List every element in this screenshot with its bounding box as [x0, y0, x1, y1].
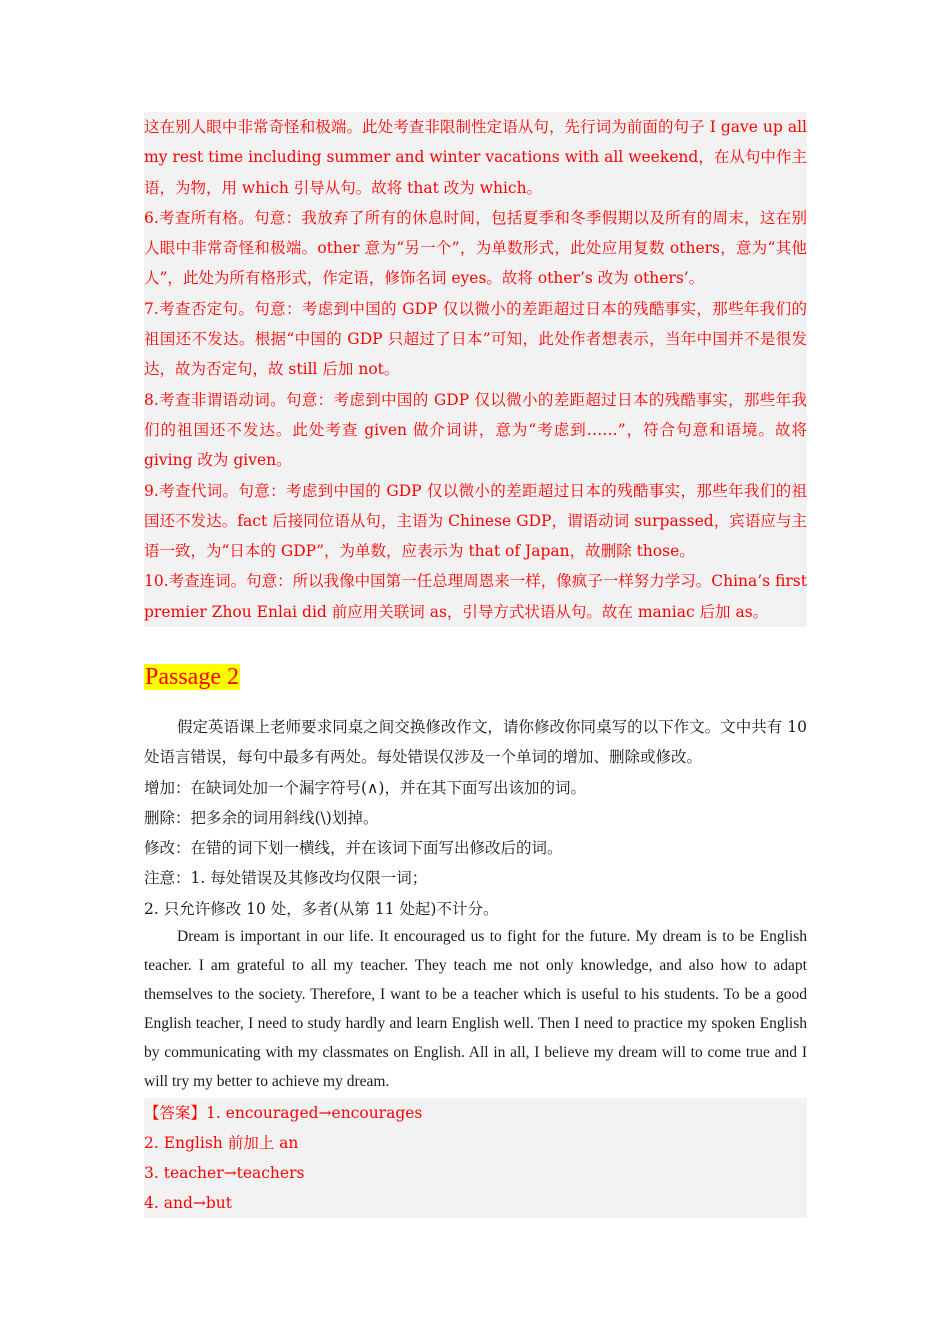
passage-title: Passage 2: [145, 664, 239, 690]
explanation-item: 8.考查非谓语动词。句意：考虑到中国的 GDP 仅以微小的差距超过日本的残酷事实，那些年我们的祖国还不发达。此处考查 given 做介词讲，意为“考虑到……”，符合句意和语境。故将 giving 改为 given。: [144, 390, 807, 470]
explanation-item: 9.考查代词。句意：考虑到中国的 GDP 仅以微小的差距超过日本的残酷事实，那些年我们的祖国还不发达。fact 后接同位语从句，主语为 Chinese GDP，谓语动词 surpassed，宾语应与主语一致，为“日本的 GDP”，为单数，应表示为 that of Japan，故删除 those。: [144, 481, 807, 561]
answer-item: 【答案】1. encouraged→encourages: [144, 1104, 423, 1122]
essay-text: Dream is important in our life. It encouraged us to fight for the future. My dream is to be English teacher. I am grateful to all my teacher. They teach me not only knowledge, and also how to adapt themselves to the society. Therefore, I want to be a teacher which is useful to his students. To be a good English teacher, I need to study hardly and learn English well. Then I need to practice my spoken English by communicating with my classmates on English. All in all, I believe my dream will to come true and I will try my better to achieve my dream.: [144, 928, 807, 1090]
explanation-item: 这在别人眼中非常奇怪和极端。此处考查非限制性定语从句，先行词为前面的句子 I gave up all my rest time including summer and winter vacations with all weekend，在从句中作主语，为物，用 which 引导从句。故将 that 改为 which。: [144, 118, 807, 197]
answer-item: 2. English 前加上 an: [144, 1134, 299, 1152]
instructions-intro: 假定英语课上老师要求同桌之间交换修改作文，请你修改你同桌写的以下作文。文中共有 10 处语言错误，每句中最多有两处。每处错误仅涉及一个单词的增加、删除或修改。: [144, 718, 807, 767]
answer-item: 4. and→but: [144, 1194, 232, 1212]
passage-heading: [144, 660, 807, 694]
instructions-delete: 删除：把多余的词用斜线(\)划掉。: [144, 808, 379, 827]
instructions-modify: 修改：在错的词下划一横线，并在该词下面写出修改后的词。: [144, 839, 563, 858]
explanation-item: 6.考查所有格。句意：我放弃了所有的休息时间，包括夏季和冬季假期以及所有的周末，这在别人眼中非常奇怪和极端。other 意为“另一个”，为单数形式，此处应用复数 others，意为“其他人”，此处为所有格形式，作定语，修饰名词 eyes。故将 other’s 改为 others’。: [144, 208, 807, 288]
answer-item: 3. teacher→teachers: [144, 1164, 305, 1182]
instructions-note-1: 注意：1. 每处错误及其修改均仅限一词；: [144, 869, 428, 888]
answer-section: [144, 1098, 807, 1218]
explanation-section: [144, 112, 807, 627]
explanation-item: 10.考查连词。句意：所以我像中国第一任总理周恩来一样，像疯子一样努力学习。China’s first premier Zhou Enlai did 前应用关联词 as，引导方式状语从句。故在 maniac 后加 as。: [144, 572, 807, 621]
explanation-item: 7.考查否定句。句意：考虑到中国的 GDP 仅以微小的差距超过日本的残酷事实，那些年我们的祖国还不发达。根据“中国的 GDP 只超过了日本”可知，此处作者想表示，当年中国并不是很发达，故为否定句，故 still 后加 not。: [144, 299, 807, 379]
instructions-note-2: 2. 只允许修改 10 处，多者(从第 11 处起)不计分。: [144, 899, 499, 918]
instructions-add: 增加：在缺词处加一个漏字符号(∧)，并在其下面写出该加的词。: [144, 778, 586, 797]
instructions-section: [144, 712, 807, 924]
